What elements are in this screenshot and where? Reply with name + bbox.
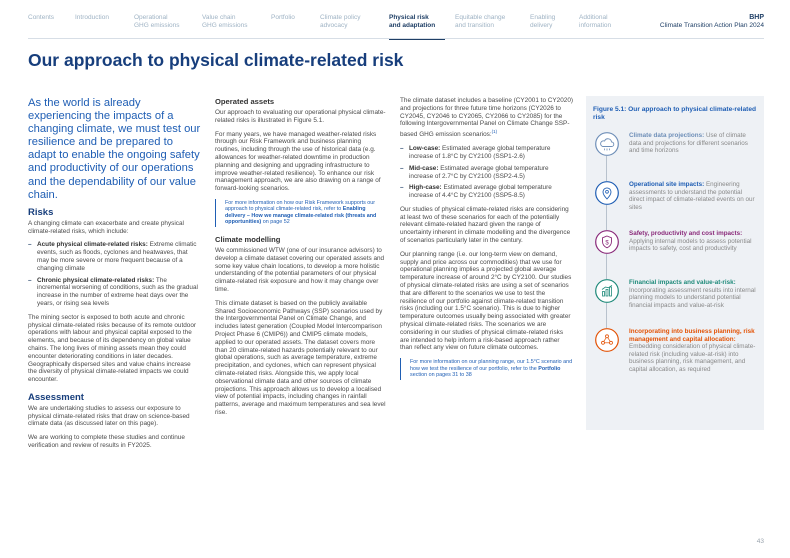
risk-framework-callout: For more information on how our Risk Framework supports our approach to physical climate-related risk, refer to Enabling delivery – How we manage climate-related risk (threats and opportunities) on page 52 [215,199,386,227]
enabling-delivery-link[interactable]: Enabling delivery – How we manage climate-related risk (threats and opportunities) [225,206,377,226]
low-case-item: – Low-case: Estimated average global temperature increase of 1.8°C by CY2100 (SSP1-2.6) [400,145,573,161]
step-5-text: Incorporating into business planning, risk management and capital allocation: Embedding consideration of physical climate-related risk (including value-at-risk) into business planning, risk management, and capital allocation, as required [629,328,756,373]
step-connector [606,156,607,181]
column-2 [215,97,386,423]
planning-range-paragraph: Our planning range (i.e. our long-term view on demand, supply and price across our commodities) that we use for operational planning implies a projected global average temperature increase of around 2°C by CY2100. Our studies of physical climate-related risks are using a set of scenarios that are different to the scenarios we use to test the resilience of our portfolio against climate-related transition risks (including our 1.5°C scenario). This is due to higher temperature outcomes usually being associated with greater physical climate-related risks. The scenarios we are considering in our studies of physical climate-related risks are intended to help inform a risk-based approach rather than reflect any view on future climate outcomes. [400,250,572,352]
portfolio-callout: For more information on our planning range, our 1.5°C scenario and how we test the resilience of our portfolio, refer to the Portfolio section on pages 31 to 38 [400,358,573,380]
page-number: 43 [756,538,764,545]
assessment-paragraph-1: We are undertaking studies to assess our exposure to physical climate-related risks that draw on science-based climate data (as discussed later on this page). [28,404,190,428]
chart-icon [595,279,619,303]
figure-step-5 [593,328,757,388]
nav-climate-policy[interactable]: Climate policy advocacy [320,14,361,29]
cloud-data-icon [595,132,619,156]
brand-name: BHP [749,14,764,21]
shield-dollar-icon [595,230,619,254]
nav-contents[interactable]: Contents [28,14,55,21]
top-navigation [28,14,764,36]
operated-assets-heading: Operated assets [215,97,275,106]
step-1-text: Climate data projections: Use of climate data and projections for different scenarios and time horizons [629,132,748,155]
map-pin-icon [595,181,619,205]
footnote-marker[interactable]: (1) [491,129,498,135]
column-1 [28,97,201,456]
step-connector [606,303,607,328]
assessment-heading: Assessment [28,391,84,403]
figure-step-2 [593,181,757,226]
nav-portfolio[interactable]: Portfolio [271,14,295,21]
svg-text:$: $ [605,240,609,247]
operated-assets-p2: For many years, we have managed weather-related risks through our Risk Framework and business planning routines, including through the use of historical data (e.g. allowances for weather-related downtime in production planning and designing and upgrading infrastructure to improve weather-related resilience). To enhance our risk management approach, we are also drawing on a range of forward-looking scenarios. [215,130,381,193]
lead-statement: As the world is already experiencing the impacts of a changing climate, we must test our resilience and be prepared to adapt to enable the ongoing safety and productivity of our operations and the dependability of our value chain. [28,97,201,201]
column-3 [400,97,573,388]
climate-modelling-p2: This climate dataset is based on the publicly available Shared Socioeconomic Pathways (SSP) scenarios used by the Intergovernmental Panel on Climate Change, and includes latest generation (Coupled Model Intercomparison Project Phase 6 (CMIP6)) and CMIP5 climate models, applied to our operated assets. The dataset covers more than 20 climate-related hazards potentially relevant to our global operations, such as average temperature, extreme precipitation, and cyclones, which can represent physical climate-related risks. Alongside this, we apply local observational climate data and other sources of climate projections. This approach allows us to develop a localised view of potential impacts, including changes in rainfall patterns, average and maximum temperatures and sea level rise. [215,299,386,416]
step-connector [606,205,607,230]
figure-step-1 [593,132,757,177]
mining-sector-paragraph: The mining sector is exposed to both acute and chronic physical climate-related risks because of its remote outdoor operations with labour and physical capital exposed to the elements, and because of its dependency on global value chains. The long lives of mining assets mean they could encounter deteriorating conditions in later decades. Geographically dispersed sites and value chains increase the diversity of physical climate-related impacts we could encounter. [28,313,197,384]
people-network-icon [595,328,619,352]
nav-additional-info[interactable]: Additional information [579,14,612,29]
assessment-paragraph-2: We are working to complete these studies and continue verification and review of results in FY2025. [28,434,185,450]
figure-step-4 [593,279,757,324]
climate-modelling-p1: We commissioned WTW (one of our insurance advisors) to develop a climate dataset covering our operated assets and some key value chain locations, to develop a more holistic understanding of the potential parameters of our physical climate-related risk exposure and how it may change over time. [215,246,385,293]
brand-block [660,14,764,30]
nav-operational-ghg[interactable]: Operational GHG emissions [134,14,180,29]
step-connector [606,254,607,279]
step-2-text: Operational site impacts: Engineering assessments to understand the potential direct impact of climate-related events on our sites [629,181,755,211]
risks-heading: Risks [28,206,54,218]
studies-paragraph: Our studies of physical climate-related risks are considering at least two of these scenarios for each of the potentially relevant climate-related hazard given the range of uncertainty inherent in climate modelling and the divergence of scenarios particularly later in the century. [400,205,571,245]
header-divider [28,38,764,39]
climate-modelling-heading: Climate modelling [215,234,281,244]
risks-intro: A changing climate can exacerbate and create physical climate-related risks, which include: [28,219,184,235]
step-3-text: Safety, productivity and cost impacts: Applying internal models to assess potential impacts to safety, cost and productivity [629,230,752,253]
nav-value-chain-ghg[interactable]: Value chain GHG emissions [202,14,248,29]
risk-types-list [28,241,201,307]
figure-title: Figure 5.1: Our approach to physical climate-related risk [593,106,757,121]
scenario-list [400,145,573,200]
nav-physical-risk[interactable]: Physical risk and adaptation [389,14,436,29]
high-case-item: – High-case: Estimated average global temperature increase of 4.4°C by CY2100 (SSP5-8.5) [400,184,573,200]
acute-risk-item: – Acute physical climate-related risks: Extreme climatic events, such as floods, cyclones and heatwaves, that may be more severe or more frequent because of a changing climate [28,241,201,272]
figure-5-1 [586,96,764,430]
portfolio-link[interactable]: Portfolio [538,365,561,372]
page-title: Our approach to physical climate-related risk [28,50,404,70]
operated-assets-p1: Our approach to evaluating our operational physical climate-related risks is illustrated in Figure 5.1. [215,109,386,124]
step-4-text: Financial impacts and value-at-risk: Incorporating assessment results into internal planning models to understand potential financial impacts and value-at-risk [629,279,756,309]
nav-introduction[interactable]: Introduction [75,14,109,21]
dataset-paragraph: The climate dataset includes a baseline (CY2001 to CY2020) and projections for three future time horizons (CY2026 to CY2045, CY2046 to CY2065, CY2066 to CY2085) for the following Intergovernmental Panel on Climate Change SSP-based GHG emission scenarios:$^{(1)}$ [400,97,574,139]
nav-equitable-change[interactable]: Equitable change and transition [455,14,506,29]
nav-enabling-delivery[interactable]: Enabling delivery [530,14,556,29]
chronic-risk-item: – Chronic physical climate-related risks: The incremental worsening of conditions, such as the gradual increase in the number of extreme heat days over the years, or rising sea levels [28,277,201,308]
brand-subtitle: Climate Transition Action Plan 2024 [659,22,764,29]
figure-step-3 [593,230,757,275]
mid-case-item: – Mid-case: Estimated average global temperature increase of 2.7°C by CY2100 (SSP2-4.5) [400,165,573,181]
